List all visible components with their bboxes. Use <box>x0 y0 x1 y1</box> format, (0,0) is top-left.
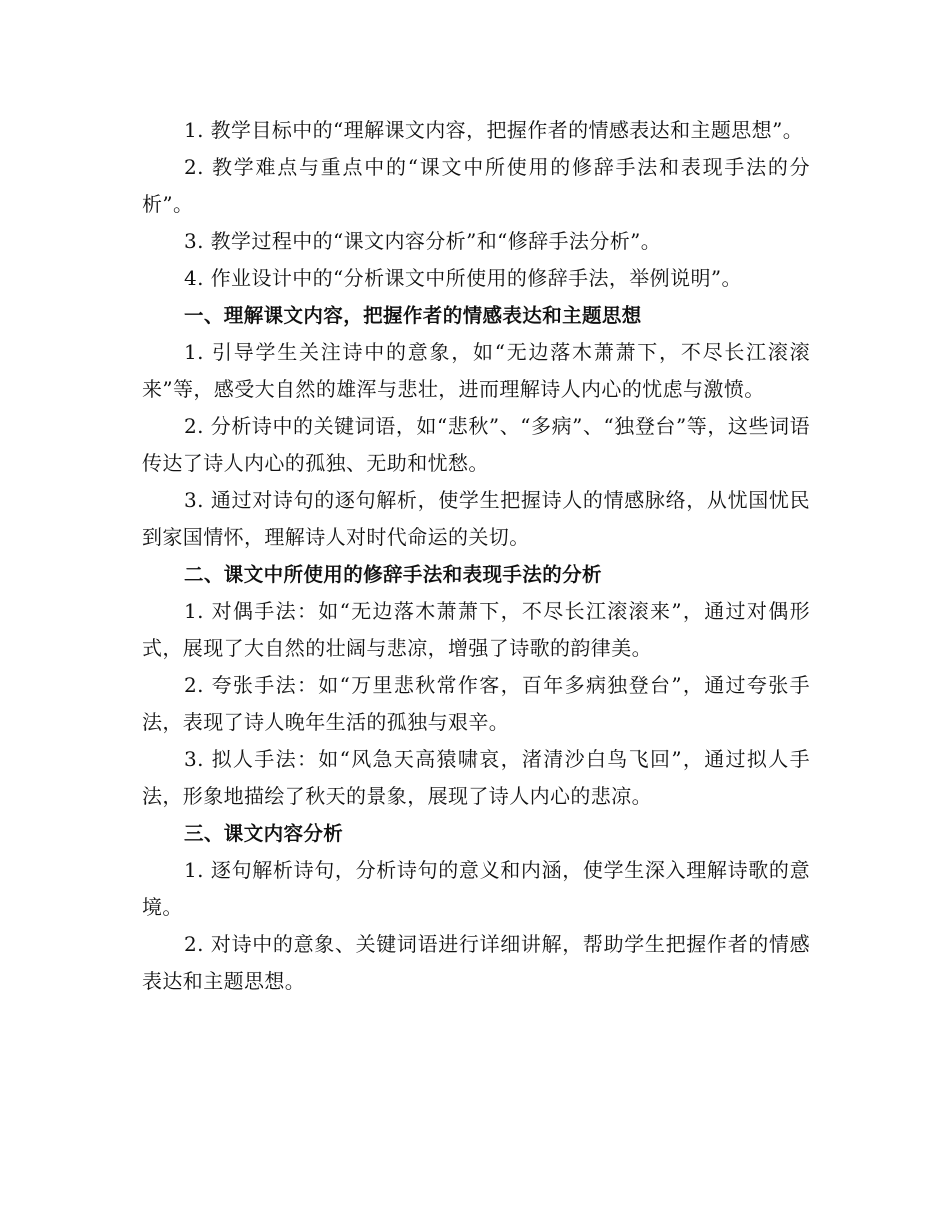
list-item-process: 3. 教学过程中的“课文内容分析”和“修辞手法分析”。 <box>184 229 662 253</box>
list-item: 1. 逐句解析诗句，分析诗句的意义和内涵，使学生深入理解诗歌的意境。 <box>142 858 810 919</box>
list-item: 3. 通过对诗句的逐句解析，使学生把握诗人的情感脉络，从忧国忧民到家国情怀，理解诗人对时代命运的关切。 <box>142 488 810 549</box>
section-heading-2: 二、课文中所使用的修辞手法和表现手法的分析 <box>184 563 602 586</box>
list-item-homework: 4. 作业设计中的“分析课文中所使用的修辞手法，举例说明”。 <box>184 266 742 290</box>
list-item: 2. 对诗中的意象、关键词语进行详细讲解，帮助学生把握作者的情感表达和主题思想。 <box>142 932 810 993</box>
list-item-goal: 1. 教学目标中的“理解课文内容，把握作者的情感表达和主题思想”。 <box>184 118 804 142</box>
list-item: 2. 分析诗中的关键词语，如“悲秋”、“多病”、“独登台”等，这些词语传达了诗人内心的孤独、无助和忧愁。 <box>142 414 810 475</box>
list-item: 2. 夸张手法：如“万里悲秋常作客，百年多病独登台”，通过夸张手法，表现了诗人晚年生活的孤独与艰辛。 <box>142 673 810 734</box>
list-item: 3. 拟人手法：如“风急天高猿啸哀，渚清沙白鸟飞回”，通过拟人手法，形象地描绘了秋天的景象，展现了诗人内心的悲凉。 <box>142 747 810 808</box>
section-heading-3: 三、课文内容分析 <box>184 822 344 845</box>
list-item: 1. 对偶手法：如“无边落木萧萧下，不尽长江滚滚来”，通过对偶形式，展现了大自然的壮阔与悲凉，增强了诗歌的韵律美。 <box>142 599 810 660</box>
list-item: 1. 引导学生关注诗中的意象，如“无边落木萧萧下，不尽长江滚滚来”等，感受大自然的雄浑与悲壮，进而理解诗人内心的忧虑与激愤。 <box>142 340 810 401</box>
list-item-difficulty: 2. 教学难点与重点中的“课文中所使用的修辞手法和表现手法的分析”。 <box>142 155 810 216</box>
document-page <box>142 112 810 1000</box>
section-heading-1: 一、理解课文内容，把握作者的情感表达和主题思想 <box>184 304 642 327</box>
